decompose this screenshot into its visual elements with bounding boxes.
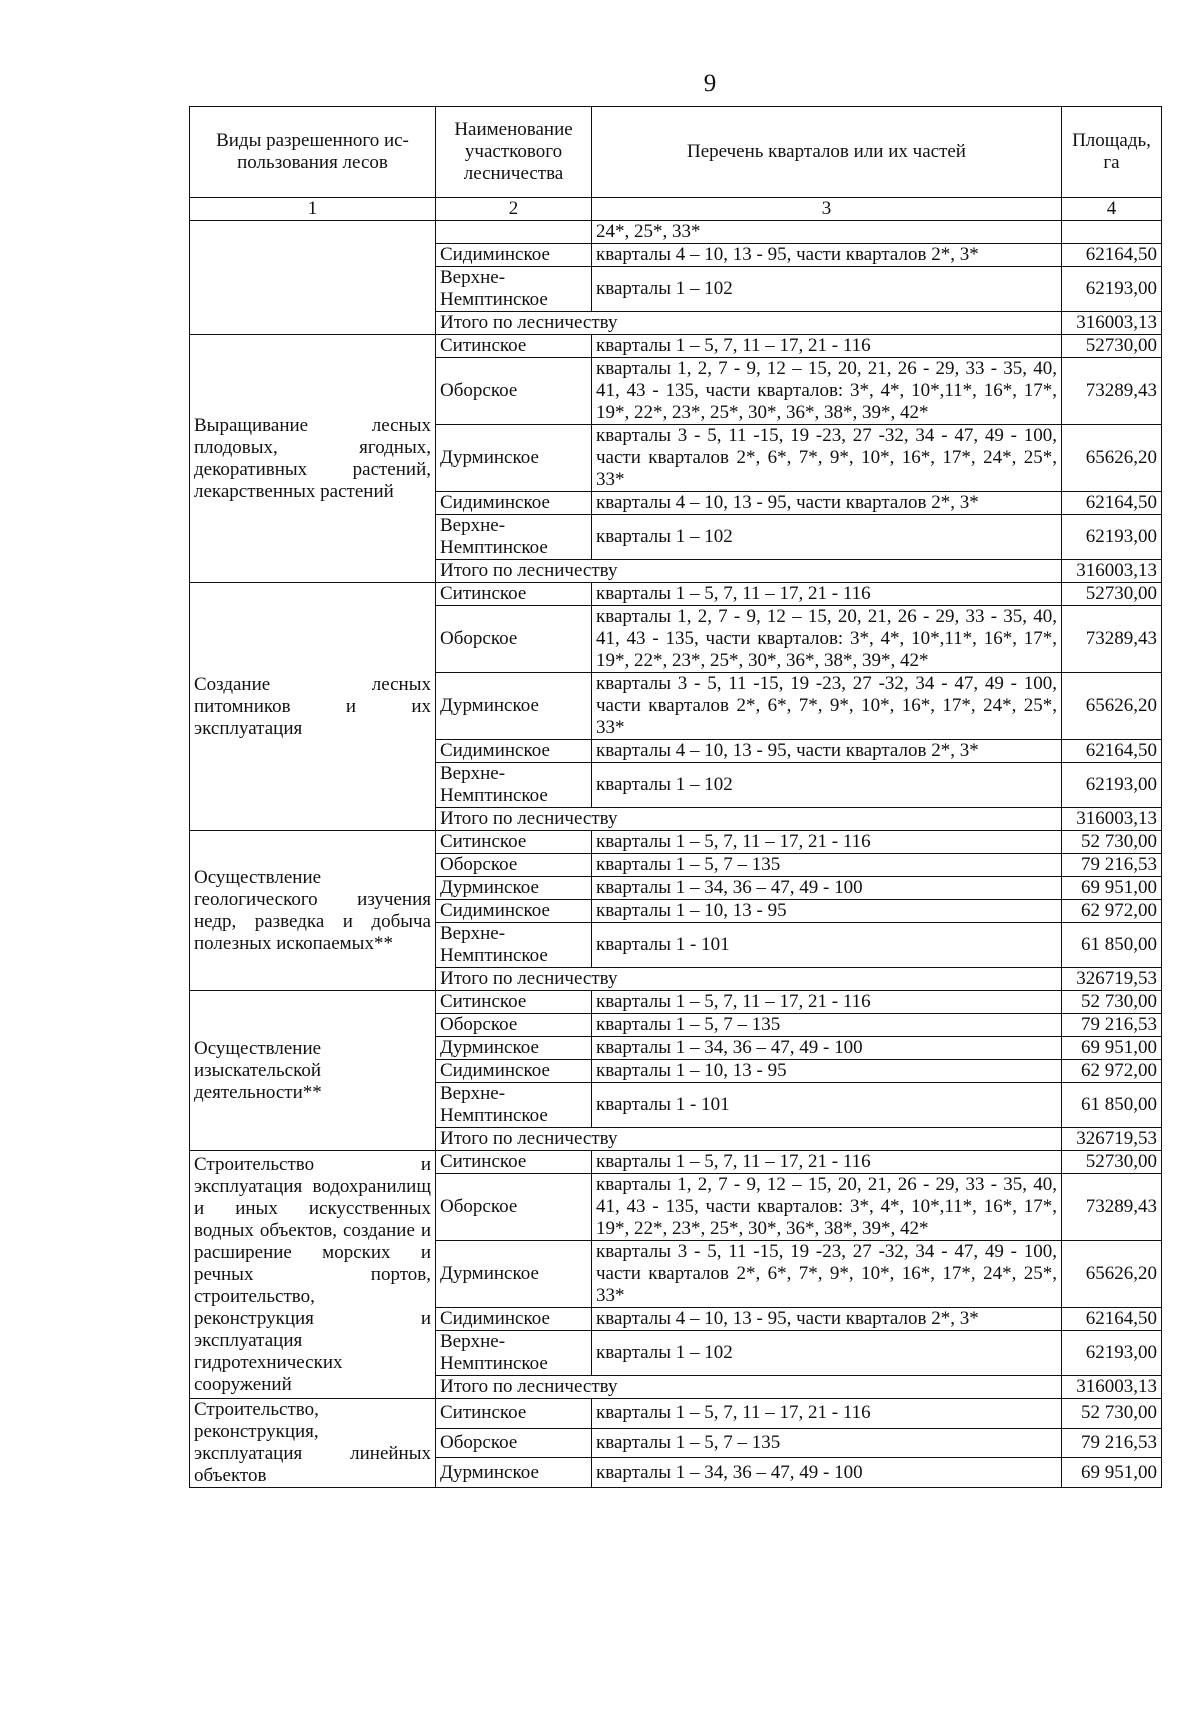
forestry-cell: Дурминское — [436, 425, 592, 492]
area-cell: 52730,00 — [1062, 583, 1162, 606]
forestry-cell: Сидиминское — [436, 900, 592, 923]
header-forestry: Наименование участкового лесничества — [436, 107, 592, 198]
total-label: Итого по лесничеству — [436, 560, 1062, 583]
total-area: 316003,13 — [1062, 1376, 1162, 1399]
use-type-cell: Выращивание лесных плодовых, ягодных, декоративных растений, лекарственных растений — [190, 335, 436, 583]
forestry-cell: Ситинское — [436, 1399, 592, 1429]
total-area: 326719,53 — [1062, 1128, 1162, 1151]
forestry-cell: Сидиминское — [436, 740, 592, 763]
header-quarters: Перечень кварталов или их частей — [592, 107, 1062, 198]
quarters-cell: кварталы 1 – 5, 7, 11 – 17, 21 - 116 — [592, 1151, 1062, 1174]
forest-use-table — [189, 106, 1162, 1488]
forestry-cell: Дурминское — [436, 1458, 592, 1488]
area-cell: 52730,00 — [1062, 1151, 1162, 1174]
area-cell: 69 951,00 — [1062, 1458, 1162, 1488]
forestry-cell: Ситинское — [436, 1151, 592, 1174]
area-cell: 62164,50 — [1062, 244, 1162, 267]
forestry-cell: Верхне-Немптинское — [436, 1331, 592, 1376]
forestry-cell: Оборское — [436, 1174, 592, 1241]
area-cell: 62164,50 — [1062, 492, 1162, 515]
area-cell: 62164,50 — [1062, 1308, 1162, 1331]
total-area: 326719,53 — [1062, 968, 1162, 991]
quarters-cell: кварталы 1 – 10, 13 - 95 — [592, 1060, 1062, 1083]
table-row — [190, 991, 1162, 1014]
area-cell: 79 216,53 — [1062, 1014, 1162, 1037]
area-cell: 69 951,00 — [1062, 877, 1162, 900]
quarters-cell: кварталы 1 – 34, 36 – 47, 49 - 100 — [592, 1037, 1062, 1060]
forestry-cell: Оборское — [436, 1428, 592, 1458]
forestry-cell: Ситинское — [436, 831, 592, 854]
quarters-cell: кварталы 1 – 10, 13 - 95 — [592, 900, 1062, 923]
area-cell: 79 216,53 — [1062, 1428, 1162, 1458]
quarters-cell: кварталы 1 – 5, 7, 11 – 17, 21 - 116 — [592, 1399, 1062, 1429]
total-area: 316003,13 — [1062, 312, 1162, 335]
quarters-cell: кварталы 1 – 5, 7 – 135 — [592, 1014, 1062, 1037]
quarters-cell: кварталы 3 - 5, 11 -15, 19 -23, 27 -32, 34 - 47, 49 - 100, части кварталов 2*, 6*, 7*, 9*, 10*, 16*, 17*, 24*, 25*, 33* — [592, 673, 1062, 740]
area-cell: 52 730,00 — [1062, 1399, 1162, 1429]
quarters-cell: кварталы 1 – 5, 7, 11 – 17, 21 - 116 — [592, 991, 1062, 1014]
area-cell: 62193,00 — [1062, 267, 1162, 312]
area-cell: 62193,00 — [1062, 1331, 1162, 1376]
column-number: 4 — [1062, 198, 1162, 221]
quarters-cell: кварталы 4 – 10, 13 - 95, части кварталов 2*, 3* — [592, 492, 1062, 515]
forestry-cell: Сидиминское — [436, 492, 592, 515]
total-label: Итого по лесничеству — [436, 968, 1062, 991]
forestry-cell: Дурминское — [436, 1241, 592, 1308]
total-label: Итого по лесничеству — [436, 1376, 1062, 1399]
header-use-type: Виды разрешенного ис-пользования лесов — [190, 107, 436, 198]
use-type-cell: Строительство и эксплуатация водохранилищ и иных искусственных водных объектов, создание и расширение морских и речных портов, строительство, реконструкция и эксплуатация гидротехнических сооружений — [190, 1151, 436, 1399]
quarters-cell: кварталы 1 - 101 — [592, 1083, 1062, 1128]
quarters-cell: кварталы 3 - 5, 11 -15, 19 -23, 27 -32, 34 - 47, 49 - 100, части кварталов 2*, 6*, 7*, 9*, 10*, 16*, 17*, 24*, 25*, 33* — [592, 1241, 1062, 1308]
header-area: Площадь, га — [1062, 107, 1162, 198]
area-cell: 73289,43 — [1062, 1174, 1162, 1241]
total-label: Итого по лесничеству — [436, 1128, 1062, 1151]
forestry-cell: Оборское — [436, 854, 592, 877]
area-cell: 65626,20 — [1062, 673, 1162, 740]
forestry-cell: Дурминское — [436, 673, 592, 740]
area-cell — [1062, 221, 1162, 244]
table-row — [190, 335, 1162, 358]
forestry-cell: Верхне-Немптинское — [436, 923, 592, 968]
area-cell: 52 730,00 — [1062, 991, 1162, 1014]
area-cell: 52730,00 — [1062, 335, 1162, 358]
area-cell: 62193,00 — [1062, 763, 1162, 808]
quarters-cell: кварталы 1 – 102 — [592, 1331, 1062, 1376]
page-number: 9 — [703, 70, 717, 97]
table-row — [190, 1151, 1162, 1174]
forestry-cell: Сидиминское — [436, 1060, 592, 1083]
quarters-cell: 24*, 25*, 33* — [592, 221, 1062, 244]
forestry-cell: Верхне-Немптинское — [436, 1083, 592, 1128]
area-cell: 62 972,00 — [1062, 900, 1162, 923]
quarters-cell: кварталы 1 – 102 — [592, 267, 1062, 312]
use-type-cell: Осуществление геологического изучения недр, разведка и добыча полезных ископаемых** — [190, 831, 436, 991]
area-cell: 69 951,00 — [1062, 1037, 1162, 1060]
quarters-cell: кварталы 1 – 102 — [592, 515, 1062, 560]
area-cell: 79 216,53 — [1062, 854, 1162, 877]
forestry-cell: Сидиминское — [436, 244, 592, 267]
area-cell: 61 850,00 — [1062, 1083, 1162, 1128]
use-type-cell: Осуществление изыскательской деятельности** — [190, 991, 436, 1151]
column-number-row — [190, 198, 1162, 221]
forestry-cell: Верхне-Немптинское — [436, 515, 592, 560]
use-type-cell: Строительство, реконструкция, эксплуатация линейных объектов — [190, 1399, 436, 1488]
forestry-cell: Верхне-Немптинское — [436, 267, 592, 312]
quarters-cell: кварталы 1 – 5, 7, 11 – 17, 21 - 116 — [592, 831, 1062, 854]
area-cell: 65626,20 — [1062, 1241, 1162, 1308]
area-cell: 62164,50 — [1062, 740, 1162, 763]
table-row — [190, 221, 1162, 244]
forestry-cell: Ситинское — [436, 335, 592, 358]
area-cell: 62193,00 — [1062, 515, 1162, 560]
quarters-cell: кварталы 4 – 10, 13 - 95, части кварталов 2*, 3* — [592, 740, 1062, 763]
total-area: 316003,13 — [1062, 560, 1162, 583]
header-row — [190, 107, 1162, 198]
forestry-cell: Ситинское — [436, 583, 592, 606]
table-body — [190, 221, 1162, 1488]
quarters-cell: кварталы 4 – 10, 13 - 95, части кварталов 2*, 3* — [592, 1308, 1062, 1331]
area-cell: 62 972,00 — [1062, 1060, 1162, 1083]
quarters-cell: кварталы 1, 2, 7 - 9, 12 – 15, 20, 21, 26 - 29, 33 - 35, 40, 41, 43 - 135, части кварталов: 3*, 4*, 10*,11*, 16*, 17*, 19*, 22*, 23*, 25*, 30*, 36*, 38*, 39*, 42* — [592, 606, 1062, 673]
use-type-cell — [190, 221, 436, 335]
area-cell: 73289,43 — [1062, 606, 1162, 673]
quarters-cell: кварталы 1 – 5, 7, 11 – 17, 21 - 116 — [592, 335, 1062, 358]
area-cell: 61 850,00 — [1062, 923, 1162, 968]
quarters-cell: кварталы 1, 2, 7 - 9, 12 – 15, 20, 21, 26 - 29, 33 - 35, 40, 41, 43 - 135, части кварталов: 3*, 4*, 10*,11*, 16*, 17*, 19*, 22*, 23*, 25*, 30*, 36*, 38*, 39*, 42* — [592, 1174, 1062, 1241]
total-label: Итого по лесничеству — [436, 808, 1062, 831]
forestry-cell: Оборское — [436, 606, 592, 673]
quarters-cell: кварталы 1 – 5, 7, 11 – 17, 21 - 116 — [592, 583, 1062, 606]
area-cell: 73289,43 — [1062, 358, 1162, 425]
forestry-cell — [436, 221, 592, 244]
use-type-cell: Создание лесных питомников и их эксплуатация — [190, 583, 436, 831]
forestry-cell: Дурминское — [436, 877, 592, 900]
area-cell: 65626,20 — [1062, 425, 1162, 492]
quarters-cell: кварталы 1 – 34, 36 – 47, 49 - 100 — [592, 877, 1062, 900]
forestry-cell: Дурминское — [436, 1037, 592, 1060]
column-number: 1 — [190, 198, 436, 221]
quarters-cell: кварталы 1 - 101 — [592, 923, 1062, 968]
table-row — [190, 1399, 1162, 1429]
forestry-cell: Оборское — [436, 1014, 592, 1037]
column-number: 3 — [592, 198, 1062, 221]
quarters-cell: кварталы 1 – 102 — [592, 763, 1062, 808]
table-row — [190, 831, 1162, 854]
forestry-cell: Верхне-Немптинское — [436, 763, 592, 808]
quarters-cell: кварталы 3 - 5, 11 -15, 19 -23, 27 -32, 34 - 47, 49 - 100, части кварталов 2*, 6*, 7*, 9*, 10*, 16*, 17*, 24*, 25*, 33* — [592, 425, 1062, 492]
quarters-cell: кварталы 1 – 34, 36 – 47, 49 - 100 — [592, 1458, 1062, 1488]
forestry-cell: Оборское — [436, 358, 592, 425]
area-cell: 52 730,00 — [1062, 831, 1162, 854]
quarters-cell: кварталы 1, 2, 7 - 9, 12 – 15, 20, 21, 26 - 29, 33 - 35, 40, 41, 43 - 135, части кварталов: 3*, 4*, 10*,11*, 16*, 17*, 19*, 22*, 23*, 25*, 30*, 36*, 38*, 39*, 42* — [592, 358, 1062, 425]
quarters-cell: кварталы 1 – 5, 7 – 135 — [592, 1428, 1062, 1458]
quarters-cell: кварталы 4 – 10, 13 - 95, части кварталов 2*, 3* — [592, 244, 1062, 267]
forestry-cell: Сидиминское — [436, 1308, 592, 1331]
quarters-cell: кварталы 1 – 5, 7 – 135 — [592, 854, 1062, 877]
forestry-cell: Ситинское — [436, 991, 592, 1014]
total-area: 316003,13 — [1062, 808, 1162, 831]
table-row — [190, 583, 1162, 606]
column-number: 2 — [436, 198, 592, 221]
total-label: Итого по лесничеству — [436, 312, 1062, 335]
